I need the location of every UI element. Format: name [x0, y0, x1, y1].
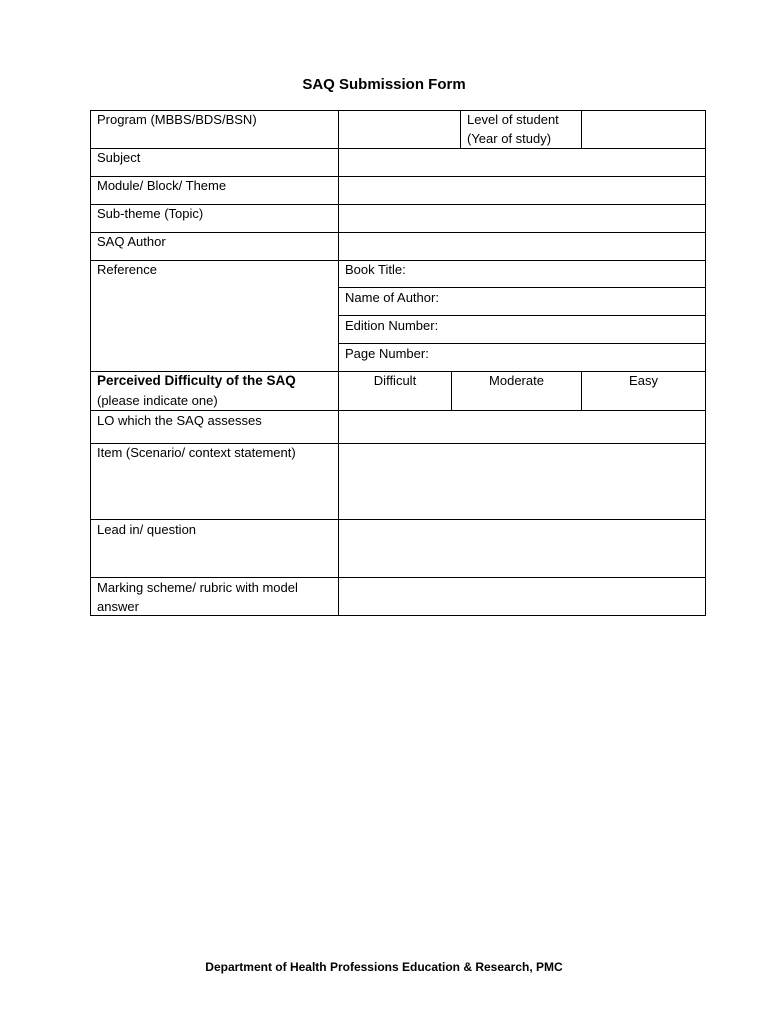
table-border-left	[90, 110, 91, 616]
subject-label: Subject	[97, 150, 141, 165]
item-label: Item (Scenario/ context statement)	[97, 445, 296, 460]
row-line	[90, 232, 706, 233]
author-name-label: Name of Author:	[345, 290, 439, 305]
edition-number-label: Edition Number:	[345, 318, 439, 333]
level-divider-left	[460, 110, 461, 148]
difficulty-option-easy: Easy	[629, 373, 658, 388]
marking-label-line1: Marking scheme/ rubric with model	[97, 580, 298, 595]
table-border-bottom	[90, 615, 706, 616]
column-divider	[338, 110, 339, 616]
lo-label: LO which the SAQ assesses	[97, 413, 262, 428]
saq-author-label: SAQ Author	[97, 234, 166, 249]
lead-in-label: Lead in/ question	[97, 522, 197, 537]
footer-department: Department of Health Professions Education & Research, PMC	[205, 960, 563, 974]
table-border-right	[705, 110, 706, 616]
level-divider-right	[581, 110, 582, 148]
level-label-line1: Level of student	[467, 112, 559, 127]
program-label: Program (MBBS/BDS/BSN)	[97, 112, 257, 127]
page-number-label: Page Number:	[345, 346, 429, 361]
reference-label: Reference	[97, 262, 157, 277]
difficulty-option-difficult: Difficult	[373, 373, 417, 388]
book-title-label: Book Title:	[345, 262, 406, 277]
row-line	[90, 148, 706, 149]
marking-label-line2: answer	[97, 599, 139, 614]
difficulty-label: Perceived Difficulty of the SAQ	[97, 373, 296, 388]
difficulty-note: (please indicate one)	[97, 393, 218, 408]
level-label-line2: (Year of study)	[467, 131, 552, 146]
module-label: Module/ Block/ Theme	[97, 178, 227, 193]
form-title: SAQ Submission Form	[302, 76, 466, 93]
subtheme-label: Sub-theme (Topic)	[97, 206, 204, 221]
difficulty-option-moderate: Moderate	[489, 373, 544, 388]
